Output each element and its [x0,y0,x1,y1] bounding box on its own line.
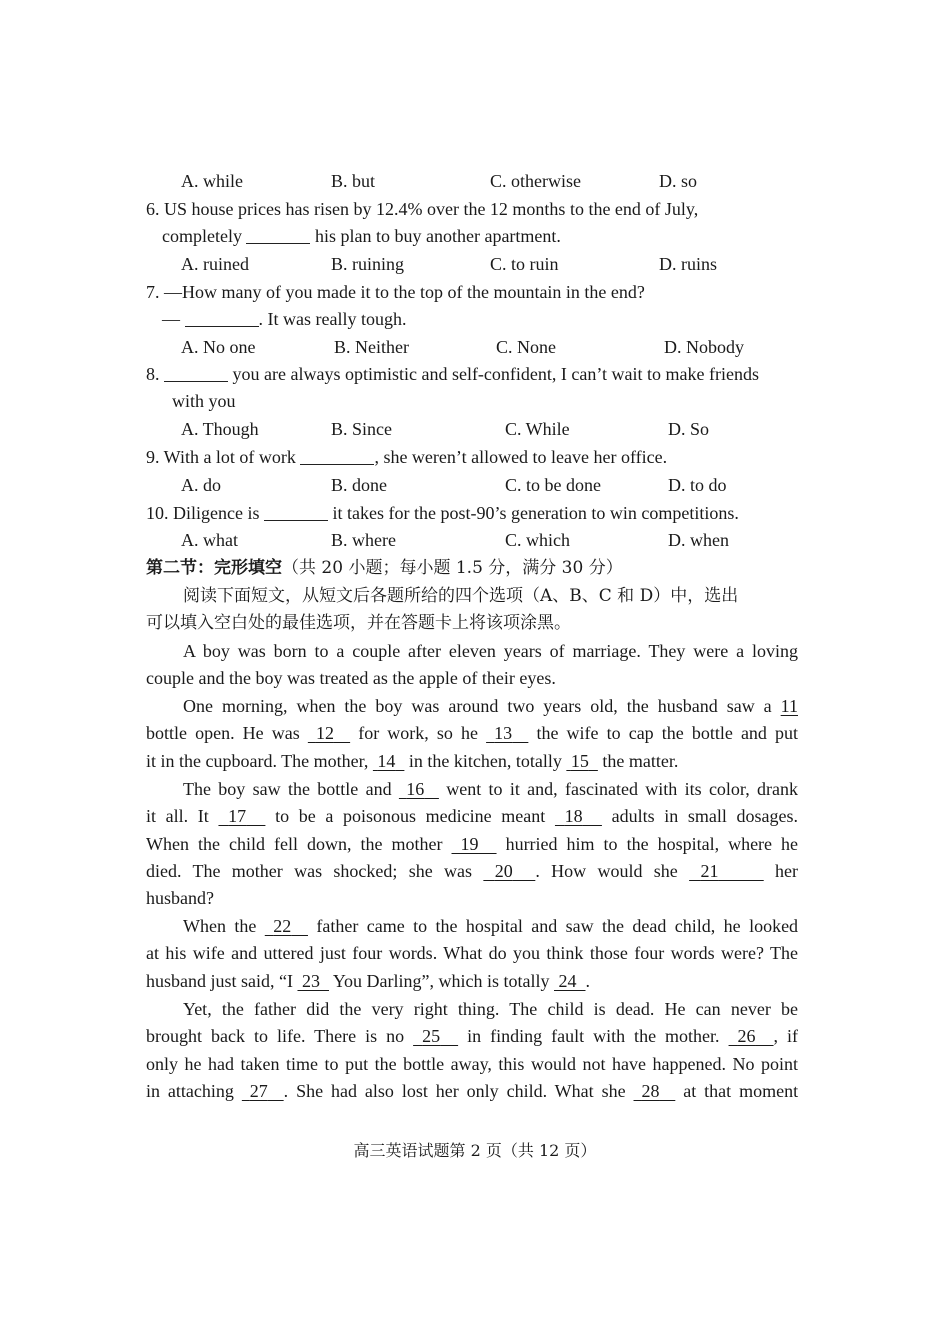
blank-number: 12 [315,723,334,743]
section-instruction-2: 可以填入空白处的最佳选项，并在答题卡上将该项涂黑。 [146,613,571,633]
answer-blank [185,308,259,327]
blank-number: 18 [564,806,583,826]
answer-blank [264,502,328,521]
q10-option-b: B. where [331,530,396,550]
q5-option-b: B. but [331,171,376,191]
q10-stem: 10. Diligence is it takes for the post-90’s generation to win competitions. [146,503,739,523]
answer-blank [164,363,228,382]
answer-blank [246,225,310,244]
q6-option-d: D. ruins [659,254,717,274]
q7-stem-cont: — . It was really tough. [162,309,407,329]
blank-number: 16 [406,779,425,799]
blank-number: 24 [558,971,577,991]
passage-line: A boy was born to a couple after eleven years of marriage. They were a loving [183,641,798,661]
q5-option-c: C. otherwise [490,171,581,191]
answer-blank [300,446,374,465]
blank-number: 22 [273,916,292,936]
blank-number: 20 [494,861,513,881]
q7-option-a: A. No one [181,337,256,357]
blank-number: 14 [377,751,396,771]
page-footer: 高三英语试题第 2 页（共 12 页） [353,1141,597,1160]
passage-line: When the child fell down, the mother 19 hurried him to the hospital, where he [146,834,799,854]
q5-options [0,168,950,195]
q7-stem: 7. —How many of you made it to the top of the mountain in the end? [146,282,645,302]
q9-option-b: B. done [331,475,387,495]
blank-number: 23 [301,971,320,991]
q10-option-c: C. which [505,530,570,550]
passage-line: at his wife and uttered just four words. What do you think those four words were? The [146,943,798,963]
q9-option-a: A. do [181,475,221,495]
q9-option-c: C. to be done [505,475,601,495]
section-note: （共 20 小题；每小题 1.5 分，满分 30 分） [282,558,623,578]
passage-line: husband just said, “I 23 You Darling”, which is totally 24 . [146,971,590,991]
q6-options [0,251,950,278]
q9-stem: 9. With a lot of work , she weren’t allowed to leave her office. [146,447,668,467]
blank-number: 26 [737,1026,756,1046]
q7-options [0,334,950,361]
q9-option-d: D. to do [668,475,727,495]
q10-option-a: A. what [181,530,238,550]
q8-option-b: B. Since [331,419,392,439]
q5-option-a: A. while [181,171,243,191]
q7-option-c: C. None [496,337,556,357]
passage-line: it all. It 17 to be a poisonous medicine meant 18 adults in small dosages. [146,806,799,826]
q10-options [0,527,950,554]
passage-line: When the 22 father came to the hospital and saw the dead child, he looked [183,916,799,936]
section-heading [146,555,798,582]
blank-number: 11 [780,696,798,716]
q8-option-d: D. So [668,419,710,439]
blank-number: 15 [570,751,589,771]
passage-line: couple and the boy was treated as the apple of their eyes. [146,668,556,688]
passage-line: One morning, when the boy was around two years old, the husband saw a 11 [183,696,798,716]
q8-stem-cont: with you [172,391,236,411]
section-title: 第二节：完形填空 [146,558,282,578]
passage-line: The boy saw the bottle and 16 went to it and, fascinated with its color, drank [183,779,799,799]
blank-number: 27 [249,1081,268,1101]
passage-line: bottle open. He was 12 for work, so he 13 the wife to cap the bottle and put [146,723,799,743]
q5-option-d: D. so [659,171,698,191]
q8-option-c: C. While [505,419,570,439]
q6-option-c: C. to ruin [490,254,559,274]
q6-option-a: A. ruined [181,254,249,274]
q8-stem: 8. you are always optimistic and self-confident, I can’t wait to make friends [146,364,759,384]
q6-stem-cont: completely his plan to buy another apartment. [162,226,561,246]
passage-line: it in the cupboard. The mother, 14 in the kitchen, totally 15 the matter. [146,751,679,771]
passage-line: husband? [146,888,214,908]
passage-line: Yet, the father did the very right thing. The child is dead. He can never be [183,999,798,1019]
section-instruction-1: 阅读下面短文，从短文后各题所给的四个选项（A、B、C 和 D）中，选出 [183,586,739,606]
passage-line: in attaching 27 . She had also lost her only child. What she 28 at that moment [146,1081,799,1101]
q7-option-d: D. Nobody [664,337,744,357]
blank-number: 21 [700,861,719,881]
q6-stem: 6. US house prices has risen by 12.4% over the 12 months to the end of July, [146,199,699,219]
q8-options [0,416,950,443]
q8-option-a: A. Though [181,419,259,439]
q7-option-b: B. Neither [334,337,409,357]
blank-number: 25 [422,1026,441,1046]
q9-options [0,472,950,499]
blank-number: 28 [641,1081,660,1101]
passage-line: brought back to life. There is no 25 in finding fault with the mother. 26 , if [146,1026,799,1046]
blank-number: 17 [228,806,247,826]
q10-option-d: D. when [668,530,729,550]
blank-number: 19 [460,834,479,854]
q6-option-b: B. ruining [331,254,405,274]
blank-number: 13 [494,723,513,743]
passage-line: only he had taken time to put the bottle away, this would not have happened. No point [146,1054,798,1074]
passage-line: died. The mother was shocked; she was 20 . How would she 21 her [146,861,799,881]
